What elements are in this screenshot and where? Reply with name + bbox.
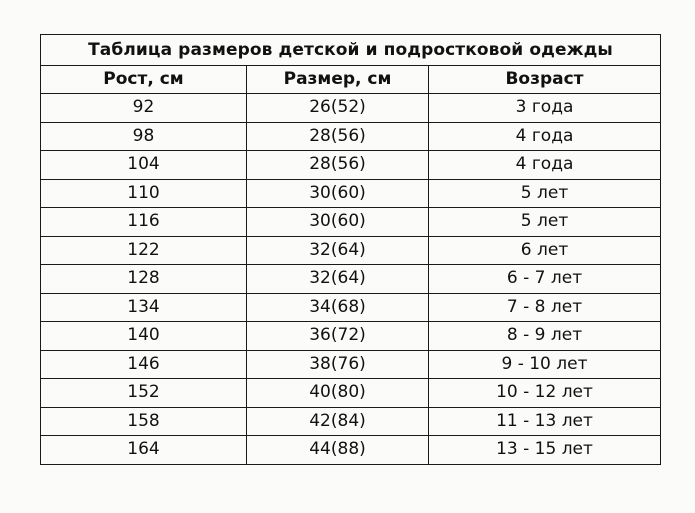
cell-size: 26(52) xyxy=(247,94,429,123)
cell-age: 11 - 13 лет xyxy=(429,407,661,436)
cell-age: 13 - 15 лет xyxy=(429,436,661,465)
cell-height: 128 xyxy=(41,265,247,294)
cell-size: 36(72) xyxy=(247,322,429,351)
cell-age: 9 - 10 лет xyxy=(429,350,661,379)
size-table xyxy=(40,34,661,465)
cell-height: 122 xyxy=(41,236,247,265)
header-size: Размер, см xyxy=(247,66,429,94)
table-row xyxy=(41,350,661,379)
table-row xyxy=(41,151,661,180)
title-row xyxy=(41,35,661,66)
cell-size: 38(76) xyxy=(247,350,429,379)
table-row xyxy=(41,436,661,465)
cell-size: 30(60) xyxy=(247,179,429,208)
cell-size: 34(68) xyxy=(247,293,429,322)
table-row xyxy=(41,179,661,208)
header-age: Возраст xyxy=(429,66,661,94)
cell-height: 134 xyxy=(41,293,247,322)
cell-size: 40(80) xyxy=(247,379,429,408)
table-row xyxy=(41,208,661,237)
cell-age: 3 года xyxy=(429,94,661,123)
cell-age: 5 лет xyxy=(429,179,661,208)
cell-height: 140 xyxy=(41,322,247,351)
table-title: Таблица размеров детской и подростковой одежды xyxy=(41,35,661,66)
cell-age: 8 - 9 лет xyxy=(429,322,661,351)
cell-height: 116 xyxy=(41,208,247,237)
cell-size: 30(60) xyxy=(247,208,429,237)
cell-age: 6 лет xyxy=(429,236,661,265)
cell-age: 4 года xyxy=(429,151,661,180)
cell-height: 98 xyxy=(41,122,247,151)
cell-height: 158 xyxy=(41,407,247,436)
table-row xyxy=(41,265,661,294)
cell-age: 4 года xyxy=(429,122,661,151)
cell-height: 110 xyxy=(41,179,247,208)
cell-size: 44(88) xyxy=(247,436,429,465)
cell-height: 146 xyxy=(41,350,247,379)
cell-size: 32(64) xyxy=(247,236,429,265)
cell-size: 32(64) xyxy=(247,265,429,294)
table-row xyxy=(41,407,661,436)
table-row xyxy=(41,94,661,123)
header-row xyxy=(41,66,661,94)
table-row xyxy=(41,122,661,151)
cell-age: 5 лет xyxy=(429,208,661,237)
table-row xyxy=(41,293,661,322)
cell-age: 6 - 7 лет xyxy=(429,265,661,294)
cell-size: 42(84) xyxy=(247,407,429,436)
cell-height: 164 xyxy=(41,436,247,465)
cell-height: 92 xyxy=(41,94,247,123)
cell-size: 28(56) xyxy=(247,151,429,180)
table-row xyxy=(41,236,661,265)
cell-height: 104 xyxy=(41,151,247,180)
cell-age: 10 - 12 лет xyxy=(429,379,661,408)
cell-age: 7 - 8 лет xyxy=(429,293,661,322)
cell-size: 28(56) xyxy=(247,122,429,151)
header-height: Рост, см xyxy=(41,66,247,94)
table-row xyxy=(41,379,661,408)
cell-height: 152 xyxy=(41,379,247,408)
table-body xyxy=(41,94,661,465)
table-row xyxy=(41,322,661,351)
